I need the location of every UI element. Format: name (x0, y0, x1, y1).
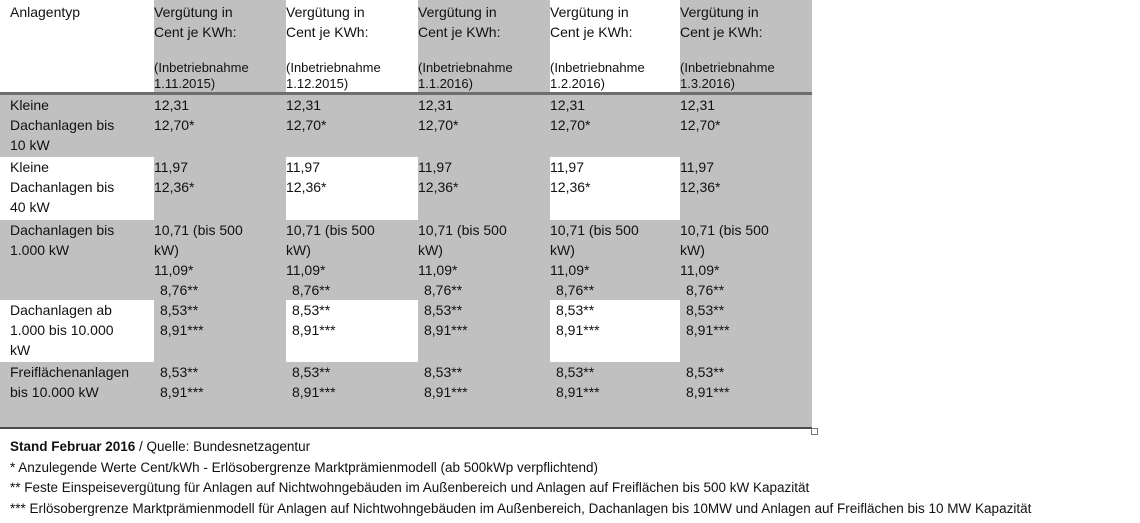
header-line: Vergütung in (154, 4, 233, 20)
table-row (0, 157, 812, 220)
value-line: 8,91*** (292, 322, 336, 338)
value-line: 10,71 (bis 500 (680, 222, 769, 238)
value-cell (418, 220, 550, 300)
row-type-cell (0, 362, 154, 428)
value-cell (286, 157, 418, 220)
value-line: 12,36* (286, 179, 327, 195)
value-line: 8,53** (424, 364, 463, 380)
value-cell (550, 300, 680, 362)
source-line (10, 437, 1031, 458)
value-line: 8,53** (686, 302, 725, 318)
header-line: Vergütung in (680, 4, 759, 20)
value-line: 11,09* (418, 262, 458, 278)
row-type-cell (0, 94, 154, 158)
row-type-line: Kleine (10, 159, 49, 175)
row-type-cell (0, 220, 154, 300)
value-line: 12,31 (286, 97, 322, 113)
value-line: 11,97 (418, 159, 452, 175)
value-cell (680, 362, 812, 428)
value-line: 8,53** (686, 364, 725, 380)
value-line: 10,71 (bis 500 (418, 222, 507, 238)
row-type-line: kW (10, 342, 31, 358)
row-type-line: 1.000 kW (10, 242, 70, 258)
header-date: 1.11.2015) (154, 76, 216, 91)
value-line: 10,71 (bis 500 (154, 222, 243, 238)
value-line: 8,76** (556, 282, 595, 298)
table-row (0, 94, 812, 158)
value-line: 10,71 (bis 500 (286, 222, 375, 238)
header-date: 1.1.2016) (418, 76, 473, 91)
value-cell (154, 94, 286, 158)
value-line: 8,91*** (424, 322, 468, 338)
value-line: 8,91*** (556, 322, 600, 338)
header-line: (Inbetriebnahme (550, 60, 645, 75)
value-cell (550, 220, 680, 300)
value-cell (418, 362, 550, 428)
value-line: 8,91*** (686, 322, 730, 338)
value-line: 11,09* (154, 262, 194, 278)
row-type-line: Freiflächenanlagen (10, 364, 130, 380)
resize-handle[interactable] (811, 428, 818, 435)
value-line: kW) (286, 242, 311, 258)
header-date: 1.3.2016) (680, 76, 735, 91)
footnote-3: *** Erlösobergrenze Marktprämienmodell für Anlagen auf Nichtwohngebäuden im Außenbereich, Dachanlagen bis 10MW und Anlagen auf Freiflächen bis 10 MW Kapazität (10, 500, 1032, 516)
value-cell (418, 94, 550, 158)
value-line: 11,09* (550, 262, 590, 278)
value-line: 8,53** (292, 364, 331, 380)
header-col-5 (680, 0, 812, 94)
value-line: 11,97 (550, 159, 584, 175)
value-line: 11,09* (680, 262, 720, 278)
header-col-4 (550, 0, 680, 94)
header-col-2 (286, 0, 418, 94)
value-cell (680, 300, 812, 362)
header-line: (Inbetriebnahme (680, 60, 775, 75)
value-cell (154, 220, 286, 300)
value-line: kW) (154, 242, 179, 258)
value-line: 11,09* (286, 262, 326, 278)
row-type-line: bis 10.000 kW (10, 384, 99, 400)
value-cell (418, 157, 550, 220)
value-line: 8,53** (160, 302, 199, 318)
row-type-line: 10 kW (10, 137, 50, 153)
header-type-label: Anlagentyp (10, 4, 81, 20)
row-type-line: 1.000 bis 10.000 (10, 322, 114, 338)
header-col-3 (418, 0, 550, 94)
value-line: 11,97 (286, 159, 320, 175)
value-line: 12,36* (154, 179, 195, 195)
value-line: 12,70* (550, 117, 591, 133)
value-line: 8,53** (292, 302, 331, 318)
row-type-cell (0, 157, 154, 220)
header-date: 1.2.2016) (550, 76, 605, 91)
value-line: 12,31 (550, 97, 586, 113)
value-cell (286, 220, 418, 300)
value-cell (154, 157, 286, 220)
value-cell (550, 94, 680, 158)
header-line: Vergütung in (550, 4, 629, 20)
value-line: 12,36* (550, 179, 591, 195)
value-cell (286, 300, 418, 362)
table-row (0, 362, 812, 428)
table-header-row (0, 0, 812, 94)
row-type-line: Dachanlagen ab (10, 302, 112, 318)
value-cell (286, 94, 418, 158)
value-cell (154, 300, 286, 362)
value-cell (680, 157, 812, 220)
value-line: 11,97 (680, 159, 714, 175)
value-line: 8,91*** (424, 384, 468, 400)
header-date: 1.12.2015) (286, 76, 349, 91)
value-line: 12,70* (680, 117, 721, 133)
footnote-2: ** Feste Einspeisevergütung für Anlagen auf Nichtwohngebäuden im Außenbereich und Anlagen auf Freiflächen bis 500 kW Kapazität (10, 480, 810, 495)
value-line: 12,70* (286, 117, 327, 133)
value-line: kW) (680, 242, 705, 258)
footnote-1: * Anzulegende Werte Cent/kWh - Erlösobergrenze Marktprämienmodell (ab 500kWp verpflichtend) (10, 459, 599, 475)
header-line: Cent je KWh: (154, 24, 237, 40)
row-type-line: 40 kW (10, 199, 50, 215)
header-line: Cent je KWh: (286, 24, 369, 40)
value-line: 8,91*** (292, 384, 336, 400)
header-line: Vergütung in (286, 4, 365, 20)
value-cell (550, 157, 680, 220)
value-line: kW) (550, 242, 575, 258)
value-line: 12,36* (418, 179, 459, 195)
value-line: 8,91*** (160, 322, 204, 338)
value-cell (418, 300, 550, 362)
value-line: 10,71 (bis 500 (550, 222, 639, 238)
source-label: / Quelle: Bundesnetzagentur (135, 439, 311, 454)
table-row (0, 220, 812, 300)
value-line: 8,91*** (160, 384, 204, 400)
header-line: (Inbetriebnahme (154, 60, 249, 75)
value-line: 8,53** (556, 302, 595, 318)
value-line: 8,76** (292, 282, 331, 298)
row-type-line: Dachanlagen bis (10, 117, 115, 133)
value-line: 8,76** (424, 282, 463, 298)
value-line: 12,70* (418, 117, 459, 133)
value-cell (286, 362, 418, 428)
value-line: 8,76** (686, 282, 725, 298)
value-cell (680, 94, 812, 158)
header-line: Cent je KWh: (418, 24, 501, 40)
value-line: 12,31 (418, 97, 454, 113)
value-line: 8,53** (556, 364, 595, 380)
header-line: Vergütung in (418, 4, 497, 20)
stand-label: Stand Februar 2016 (10, 439, 136, 454)
header-line: (Inbetriebnahme (286, 60, 381, 75)
value-line: 8,53** (424, 302, 463, 318)
value-cell (154, 362, 286, 428)
header-col-1 (154, 0, 286, 94)
header-line: Cent je KWh: (680, 24, 763, 40)
value-line: 8,76** (160, 282, 199, 298)
header-line: Cent je KWh: (550, 24, 633, 40)
row-type-cell (0, 300, 154, 362)
value-line: 12,31 (680, 97, 716, 113)
row-type-line: Kleine (10, 97, 49, 113)
value-line: 11,97 (154, 159, 188, 175)
value-cell (550, 362, 680, 428)
value-line: 8,53** (160, 364, 199, 380)
value-cell (680, 220, 812, 300)
value-line: 12,36* (680, 179, 721, 195)
value-line: 12,70* (154, 117, 195, 133)
footnotes (10, 437, 1031, 519)
value-line: 8,91*** (556, 384, 600, 400)
row-type-line: Dachanlagen bis (10, 179, 115, 195)
header-type-cell (0, 0, 154, 94)
value-line: 8,91*** (686, 384, 730, 400)
header-line: (Inbetriebnahme (418, 60, 513, 75)
table-row (0, 300, 812, 362)
value-line: kW) (418, 242, 443, 258)
row-type-line: Dachanlagen bis (10, 222, 115, 238)
value-line: 12,31 (154, 97, 190, 113)
